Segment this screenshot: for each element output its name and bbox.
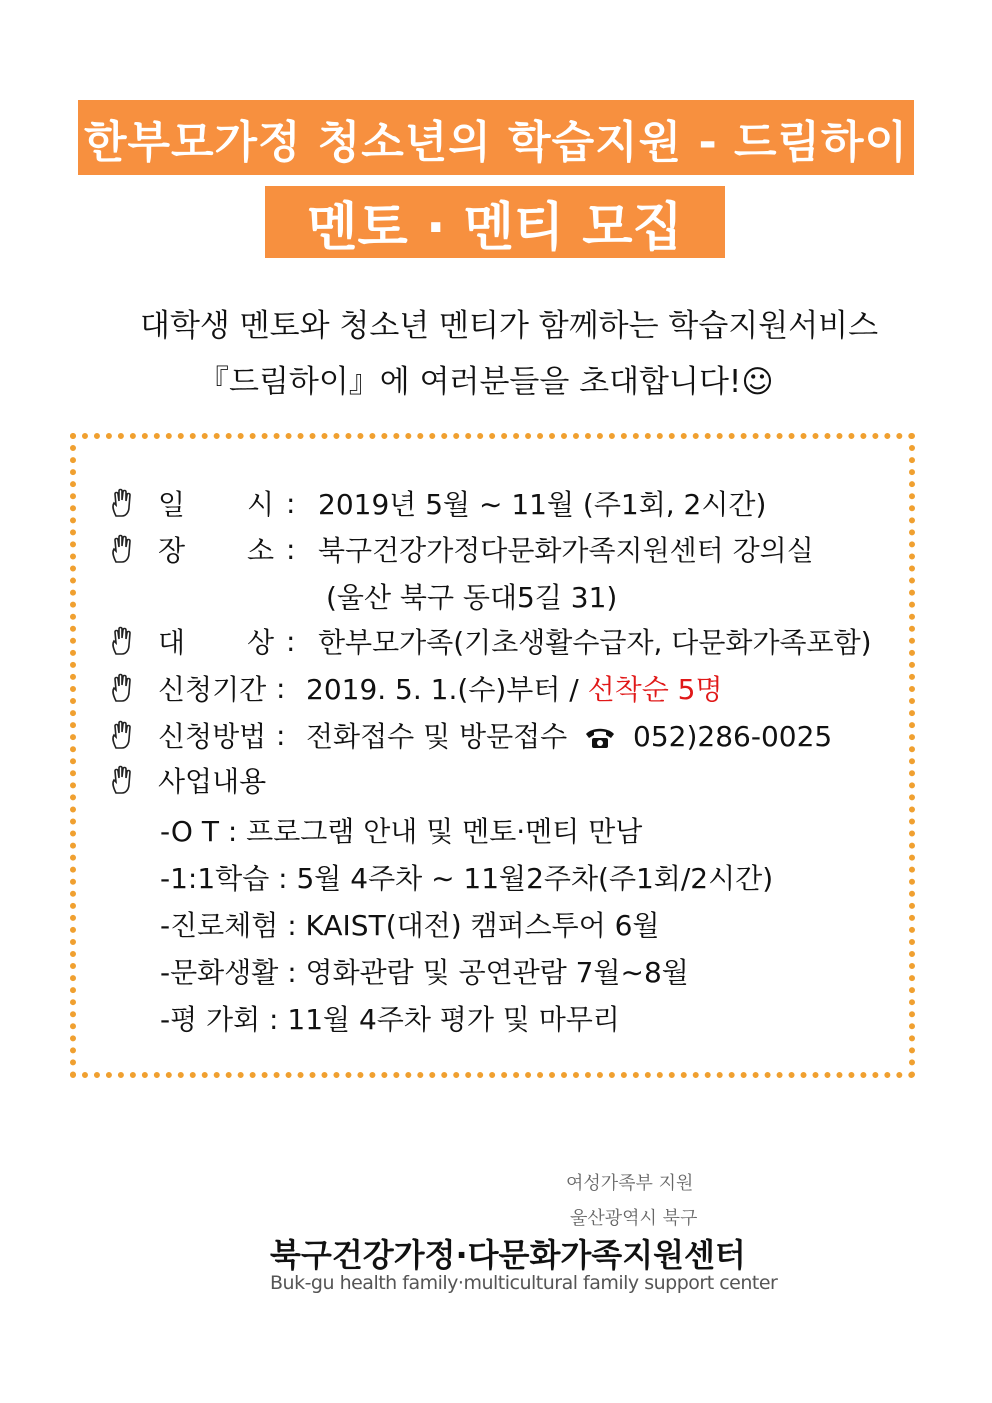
target-row	[0, 623, 992, 659]
place-address: (울산 북구 동대5길 31)	[326, 581, 618, 614]
period-label: 신청기간	[158, 673, 267, 706]
target-value: 한부모가족(기초생활수급자, 다문화가족포함)	[318, 626, 872, 659]
schedule-row	[0, 485, 992, 521]
place-value: 북구건강가정다문화가족지원센터 강의실	[318, 534, 814, 567]
period-value: 2019. 5. 1.(수)부터 / 선착순 5명	[306, 673, 723, 706]
poster-subtitle: 멘토 · 멘티 모집	[265, 186, 725, 258]
poster-title: 한부모가정 청소년의 학습지원 - 드림하이	[78, 100, 914, 175]
hand-icon	[110, 765, 136, 795]
program-label: 사업내용	[158, 765, 267, 798]
period-highlight: 선착순 5명	[587, 673, 723, 706]
method-value: 전화접수 및 방문접수 052)286-0025	[306, 720, 833, 753]
intro-line-1: 대학생 멘토와 청소년 멘티가 함께하는 학습지원서비스	[140, 308, 879, 344]
program-item: -진로체험 : KAIST(대전) 캠퍼스투어 6월	[160, 909, 660, 942]
hand-icon	[110, 626, 136, 656]
schedule-label: 일 시	[158, 488, 274, 521]
hand-icon	[110, 720, 136, 750]
target-separator: :	[286, 624, 296, 658]
hand-icon	[110, 534, 136, 564]
place-separator: :	[286, 532, 296, 566]
method-row	[0, 717, 992, 753]
place-label: 장 소	[158, 534, 274, 567]
program-item: -평 가회 : 11월 4주차 평가 및 마무리	[160, 1003, 620, 1036]
phone-number: 052)286-0025	[633, 720, 833, 753]
hand-icon	[110, 673, 136, 703]
period-row	[0, 670, 992, 706]
program-item: -문화생활 : 영화관람 및 공연관람 7월∼8월	[160, 956, 689, 989]
schedule-separator: :	[286, 486, 296, 520]
footer-support: 여성가족부 지원	[566, 1173, 694, 1194]
phone-icon	[584, 726, 616, 750]
program-row	[0, 762, 992, 798]
program-item: -1:1학습 : 5월 4주차 ∼ 11월2주차(주1회/2시간)	[160, 862, 774, 895]
footer-org-name-en: Buk-gu health family·multicultural family support center	[270, 1272, 778, 1294]
place-row	[0, 531, 992, 567]
program-item: -O T : 프로그램 안내 및 멘토·멘티 만남	[160, 815, 643, 848]
method-label: 신청방법	[158, 720, 267, 753]
method-separator: :	[276, 718, 286, 752]
hand-icon	[110, 488, 136, 518]
footer-city: 울산광역시 북구	[570, 1208, 698, 1229]
target-label: 대 상	[158, 626, 274, 659]
intro-line-2: 『드림하이』에 여러분들을 초대합니다!☺	[198, 364, 774, 400]
schedule-value: 2019년 5월 ∼ 11월 (주1회, 2시간)	[318, 488, 767, 521]
footer-org-name: 북구건강가정·다문화가족지원센터	[270, 1236, 746, 1274]
period-separator: :	[276, 671, 286, 705]
